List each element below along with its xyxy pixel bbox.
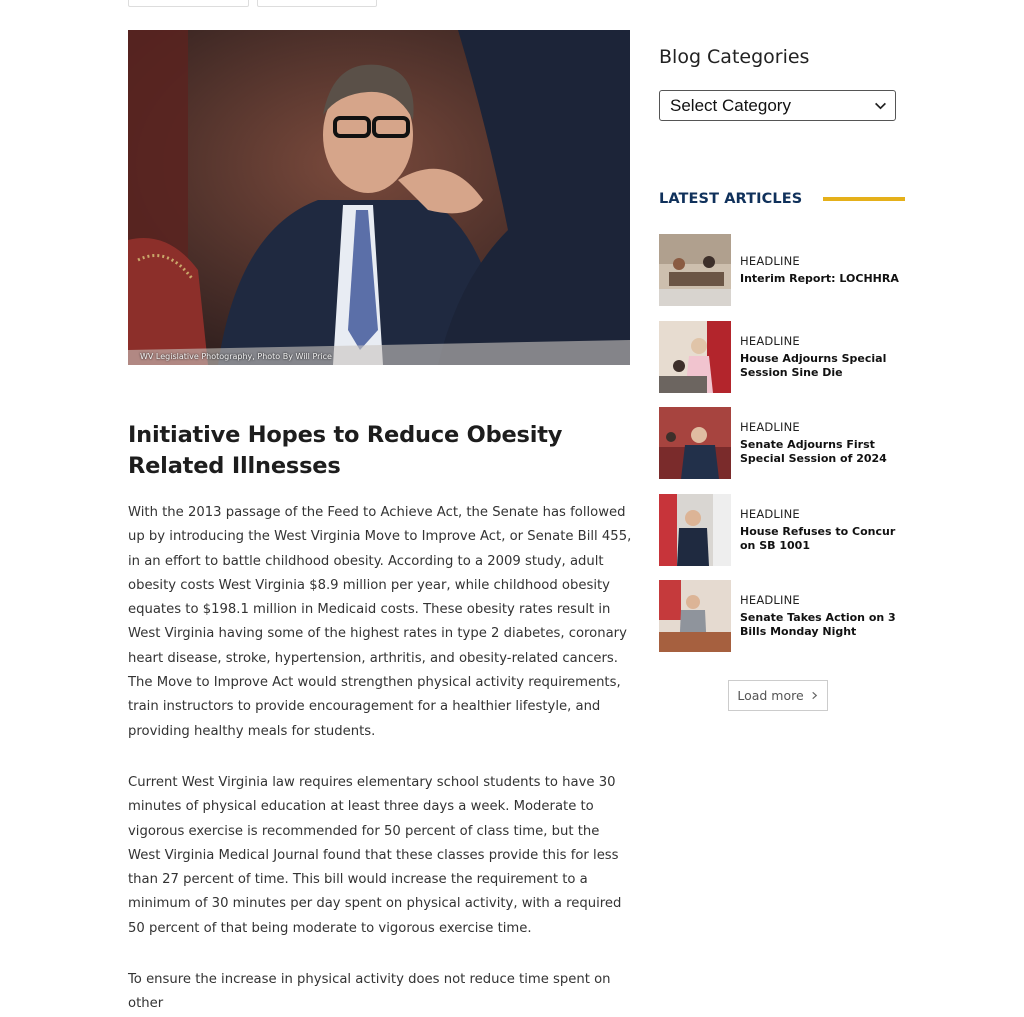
latest-articles-list — [659, 227, 897, 660]
latest-articles-accent-bar — [823, 197, 905, 201]
article-link[interactable]: Interim Report: LOCHHRA — [740, 272, 899, 286]
latest-article-item[interactable] — [659, 487, 897, 574]
article-link[interactable]: House Adjourns Special Session Sine Die — [740, 351, 887, 379]
load-more-button[interactable] — [728, 680, 828, 711]
category-select[interactable] — [659, 90, 896, 121]
photo-credit: WV Legislative Photography, Photo By Will Price — [140, 352, 332, 361]
article-thumbnail[interactable] — [659, 580, 731, 652]
article-kicker: HEADLINE — [740, 593, 800, 608]
category-select-value: Select Category — [670, 95, 791, 115]
article-thumbnail[interactable] — [659, 494, 731, 566]
thumbnail-image — [659, 321, 731, 393]
article-paragraph-2: Current West Virginia law requires elementary school students to have 30 minutes of physical education at least three days a week. Moderate to vigorous exercise is recommended for 50 percent of class time, but the West Virginia Medical Journal found that these classes provide this for less than 27 percent of time. This bill would increase the requirement to a minimum of 30 minutes per day spent on physical activity, with a required 50 percent of that being moderate to vigorous exercise time. — [128, 774, 622, 936]
article-kicker: HEADLINE — [740, 506, 800, 521]
latest-articles-title: LATEST ARTICLES — [659, 191, 803, 207]
article-kicker: HEADLINE — [740, 420, 800, 435]
top-tab-1[interactable] — [128, 0, 249, 7]
article-paragraph-1: With the 2013 passage of the Feed to Achieve Act, the Senate has followed up by introducing the West Virginia Move to Improve Act, or Senate Bill 455, in an effort to battle childhood obesity. According to a 2009 study, adult obesity costs West Virginia $8.9 million per year, while childhood obesity equates to $198.1 million in Medicaid costs. These obesity rates result in West Virginia having some of the highest rates in type 2 diabetes, coronary heart disease, stroke, hypertension, arthritis, and obesity-related cancers. The Move to Improve Act would strengthen physical activity requirements, train instructors to provide encouragement for a healthier lifestyle, and providing healthy meals for students. — [128, 505, 632, 739]
article-title: Initiative Hopes to Reduce Obesity Related Illnesses — [128, 422, 563, 479]
sidebar — [659, 46, 897, 711]
article-kicker: HEADLINE — [740, 333, 800, 348]
thumbnail-image — [659, 494, 731, 566]
article-link[interactable]: Senate Takes Action on 3 Bills Monday Night — [740, 611, 896, 639]
latest-article-item[interactable] — [659, 314, 897, 401]
latest-article-item[interactable] — [659, 400, 897, 487]
chevron-right-icon — [810, 691, 819, 700]
thumbnail-image — [659, 234, 731, 306]
chevron-down-icon — [874, 99, 887, 112]
article-kicker: HEADLINE — [740, 254, 800, 269]
hero-image — [128, 30, 630, 365]
latest-article-item[interactable] — [659, 573, 897, 660]
article-body — [128, 420, 632, 1017]
article-link[interactable]: Senate Adjourns First Special Session of 2024 — [740, 438, 887, 466]
thumbnail-image — [659, 580, 731, 652]
load-more-label: Load more — [737, 687, 804, 703]
article-link[interactable]: House Refuses to Concur on SB 1001 — [740, 524, 896, 552]
blog-categories-title: Blog Categories — [659, 46, 810, 68]
top-tab-2[interactable] — [257, 0, 377, 7]
article-thumbnail[interactable] — [659, 321, 731, 393]
article-paragraph-3: To ensure the increase in physical activity does not reduce time spent on other — [128, 972, 611, 1012]
thumbnail-image — [659, 407, 731, 479]
article-thumbnail[interactable] — [659, 407, 731, 479]
article-thumbnail[interactable] — [659, 234, 731, 306]
hero-photo-illustration — [128, 30, 630, 365]
latest-articles-header — [659, 191, 897, 207]
top-tabs — [128, 0, 377, 7]
latest-article-item[interactable] — [659, 227, 897, 314]
